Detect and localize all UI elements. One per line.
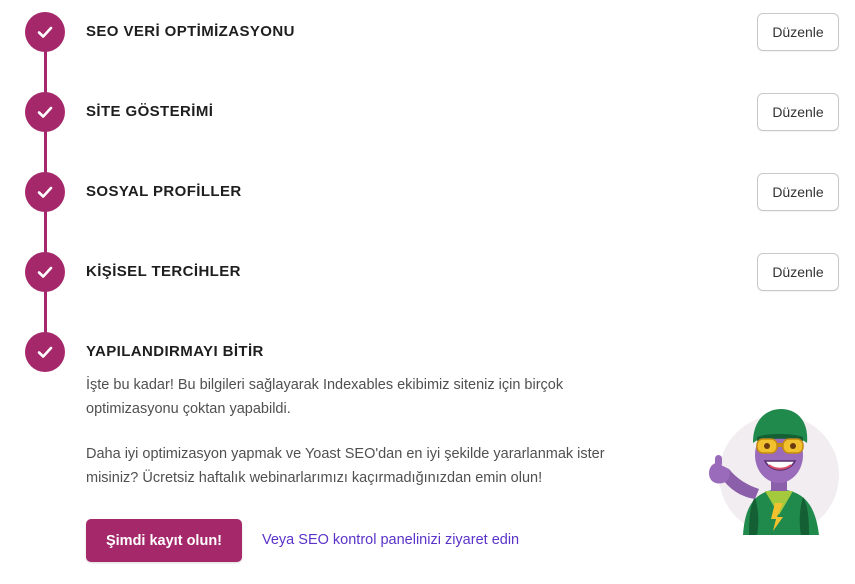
finish-paragraph-1 (86, 373, 686, 421)
seo-dashboard-link[interactable]: Veya SEO kontrol panelinizi ziyaret edin (262, 532, 520, 548)
checkmark-icon (25, 92, 65, 132)
edit-button-social-profiles[interactable]: Düzenle (757, 173, 839, 211)
checkmark-icon (25, 12, 65, 52)
step-site-representation (0, 90, 855, 134)
step-title: YAPILANDIRMAYI BİTİR (86, 343, 264, 360)
checkmark-icon (25, 172, 65, 212)
step-personal-preferences (0, 250, 855, 294)
edit-button-site-representation[interactable]: Düzenle (757, 93, 839, 131)
checkmark-icon (25, 332, 65, 372)
step-title: KİŞİSEL TERCİHLER (86, 263, 241, 280)
paragraph-line: optimizasyonu çoktan yapabildi. (86, 401, 291, 417)
step-title: SOSYAL PROFİLLER (86, 183, 242, 200)
step-social-profiles (0, 170, 855, 214)
checkmark-icon (25, 252, 65, 292)
step-title: SEO VERİ OPTİMİZASYONU (86, 23, 295, 40)
paragraph-line: İşte bu kadar! Bu bilgileri sağlayarak Indexables ekibimiz siteniz için birçok (86, 377, 564, 393)
paragraph-line: Daha iyi optimizasyon yapmak ve Yoast SEO'dan en iyi şekilde yararlanmak ister (86, 446, 605, 462)
edit-button-personal-preferences[interactable]: Düzenle (757, 253, 839, 291)
signup-webinar-button[interactable]: Şimdi kayıt olun! (86, 519, 242, 562)
step-finish-configuration (0, 330, 855, 374)
step-title: SİTE GÖSTERİMİ (86, 103, 214, 120)
edit-button-seo-data-optimization[interactable]: Düzenle (757, 13, 839, 51)
paragraph-line: misiniz? Ücretsiz haftalık webinarlarımızı kaçırmadığınızdan emin olun! (86, 470, 543, 486)
yoast-mascot-illustration (695, 393, 843, 541)
step-seo-data-optimization (0, 10, 855, 54)
finish-paragraph-2 (86, 442, 686, 490)
